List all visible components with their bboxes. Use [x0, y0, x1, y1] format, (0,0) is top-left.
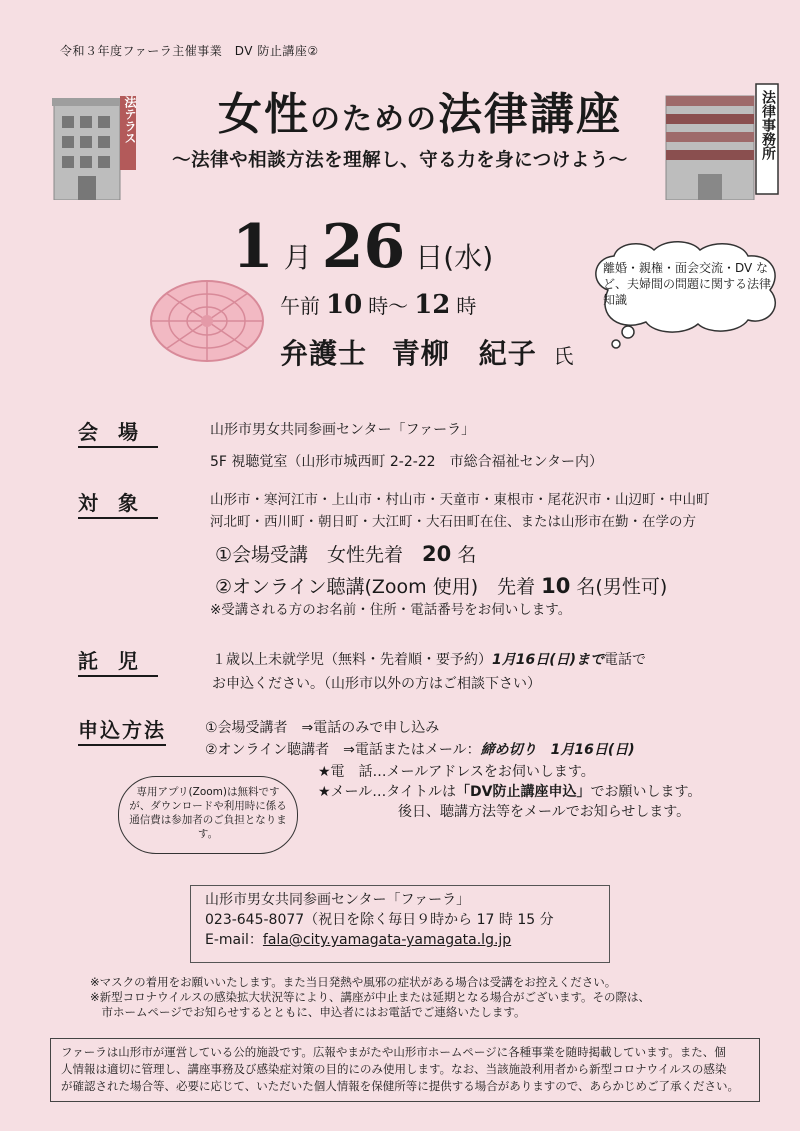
page-title — [160, 78, 680, 142]
target-option-online-count: 10 — [541, 574, 571, 598]
venue-label: 会場 — [78, 416, 158, 448]
venue-line2: 5F 視聴覚室（山形市城西町 2-2-22 市総合福祉センター内） — [210, 454, 604, 470]
law-office-sign: 法律事務所 — [760, 90, 776, 160]
time-end: 12 — [414, 290, 451, 320]
target-option-venue — [215, 540, 476, 567]
time-prefix: 午前 — [280, 294, 320, 318]
date-month-unit: 月 — [283, 241, 312, 274]
lecturer-name: 青柳 紀子 — [391, 337, 537, 370]
footer-note-contact: 市ホームページでお知らせするとともに、申込者にはお電話でご連絡いたします。 — [90, 1005, 526, 1019]
contact-org: 山形市男女共同参画センター「ファーラ」 — [205, 892, 471, 908]
lecturer — [280, 332, 575, 372]
law-terrace-sign: 法テラス — [123, 96, 137, 144]
childcare-line1-text: １歳以上未就学児（無料・先着順・要予約） — [212, 652, 492, 668]
apply-line2-text: ②オンライン聴講者 ⇒電話またはメール： — [205, 742, 481, 758]
zoom-note-box: 専用アプリ(Zoom)は無料ですが、ダウンロードや利用時に係る通信費は参加者のご負担となります。 — [118, 776, 298, 854]
flower-decoration-icon — [148, 278, 266, 364]
date-month: 1 — [232, 212, 274, 282]
time-mid: 時～ — [368, 294, 409, 318]
apply-line4 — [318, 782, 701, 802]
target-option-venue-unit: 名 — [451, 544, 477, 566]
target-option-venue-text: ①会場受講 女性先着 — [215, 544, 423, 566]
childcare-line1 — [212, 650, 646, 670]
bubble-text: 離婚・親権・面会交流・DV など、夫婦間の問題に関する法律知識 — [603, 261, 772, 307]
childcare-line2: お申込ください。（山形市以外の方はご相談下さい） — [212, 676, 541, 692]
apply-label: 申込方法 — [78, 714, 166, 746]
privacy-line-2: 人情報は適切に管理し、講座事務及び感染症対策の目的にのみ使用します。なお、当該施設利用者から新型コロナウイルスの感染 — [61, 1062, 727, 1076]
venue-line1: 山形市男女共同参画センター「ファーラ」 — [210, 422, 476, 438]
footer-note-covid: ※新型コロナウイルスの感染拡大状況等により、講座が中止または延期となる場合がございます。その際は、 — [90, 990, 651, 1004]
footer-notes — [90, 975, 750, 1020]
childcare-line1-end: 電話で — [604, 652, 647, 668]
contact-box — [190, 885, 610, 963]
contact-email-link[interactable]: fala@city.yamagata-yamagata.lg.jp — [262, 932, 512, 948]
target-option-venue-count: 20 — [422, 542, 452, 566]
target-line1: 山形市・寒河江市・上山市・村山市・天童市・東根市・尾花沢市・山辺町・中山町 — [210, 492, 710, 508]
event-date — [232, 212, 493, 282]
date-day-unit: 日(水) — [415, 241, 494, 274]
target-option-online — [215, 572, 667, 599]
apply-line4-end: でお願いします。 — [590, 784, 702, 800]
time-start: 10 — [326, 290, 363, 320]
time-suffix: 時 — [456, 294, 477, 318]
apply-line4-text: ★メール…タイトルは — [318, 784, 456, 800]
header-note: 令和３年度ファーラ主催事業 DV 防止講座② — [60, 44, 319, 58]
title-part-women: 女性 — [218, 89, 310, 140]
apply-line1: ①会場受講者 ⇒電話のみで申し込み — [205, 720, 440, 736]
apply-line3: ★電 話…メールアドレスをお伺いします。 — [318, 764, 595, 780]
date-day: 26 — [321, 212, 406, 282]
target-label: 対象 — [78, 487, 158, 519]
lecturer-role: 弁護士 — [280, 337, 368, 370]
lecturer-honorific: 氏 — [553, 344, 575, 368]
target-note: ※受講される方のお名前・住所・電話番号をお伺いします。 — [210, 602, 572, 618]
privacy-line-1: ファーラは山形市が運営している公的施設です。広報やまがたや山形市ホームページに各種事業を随時掲載しています。また、個 — [61, 1045, 726, 1059]
footer-note-mask: ※マスクの着用をお願いいたします。また当日発熱や風邪の症状がある場合は受講をお控えください。 — [90, 975, 617, 989]
privacy-line-3: が確認された場合等、必要に応じて、いただいた個人情報を保健所等に提供する場合がありますので、あらかじめご了承ください。 — [61, 1079, 740, 1093]
subtitle: ～法律や相談方法を理解し、守る力を身につけよう～ — [172, 150, 628, 171]
target-line2: 河北町・西川町・朝日町・大江町・大石田町在住、または山形市在勤・在学の方 — [210, 514, 696, 530]
childcare-label: 託児 — [78, 645, 158, 677]
childcare-deadline: 1月16日(日)まで — [492, 652, 605, 668]
apply-line5: 後日、聴講方法等をメールでお知らせします。 — [398, 804, 691, 820]
title-part-for: のための — [310, 102, 438, 137]
apply-email-title: 「DV防止講座申込」 — [456, 784, 591, 800]
contact-email-row — [205, 930, 595, 950]
apply-deadline: 締め切り 1月16日(日) — [480, 742, 635, 758]
target-option-online-text: ②オンライン聴講(Zoom 使用) 先着 — [215, 576, 542, 598]
target-option-online-unit: 名(男性可) — [570, 576, 668, 598]
privacy-notice-box — [50, 1038, 760, 1102]
apply-line2 — [205, 740, 635, 760]
contact-tel: 023-645-8077（祝日を除く毎日９時から 17 時 15 分 — [205, 912, 554, 928]
contact-email-label: E-mail： — [205, 932, 263, 948]
title-part-course: 法律講座 — [438, 89, 622, 140]
event-time — [280, 290, 476, 320]
